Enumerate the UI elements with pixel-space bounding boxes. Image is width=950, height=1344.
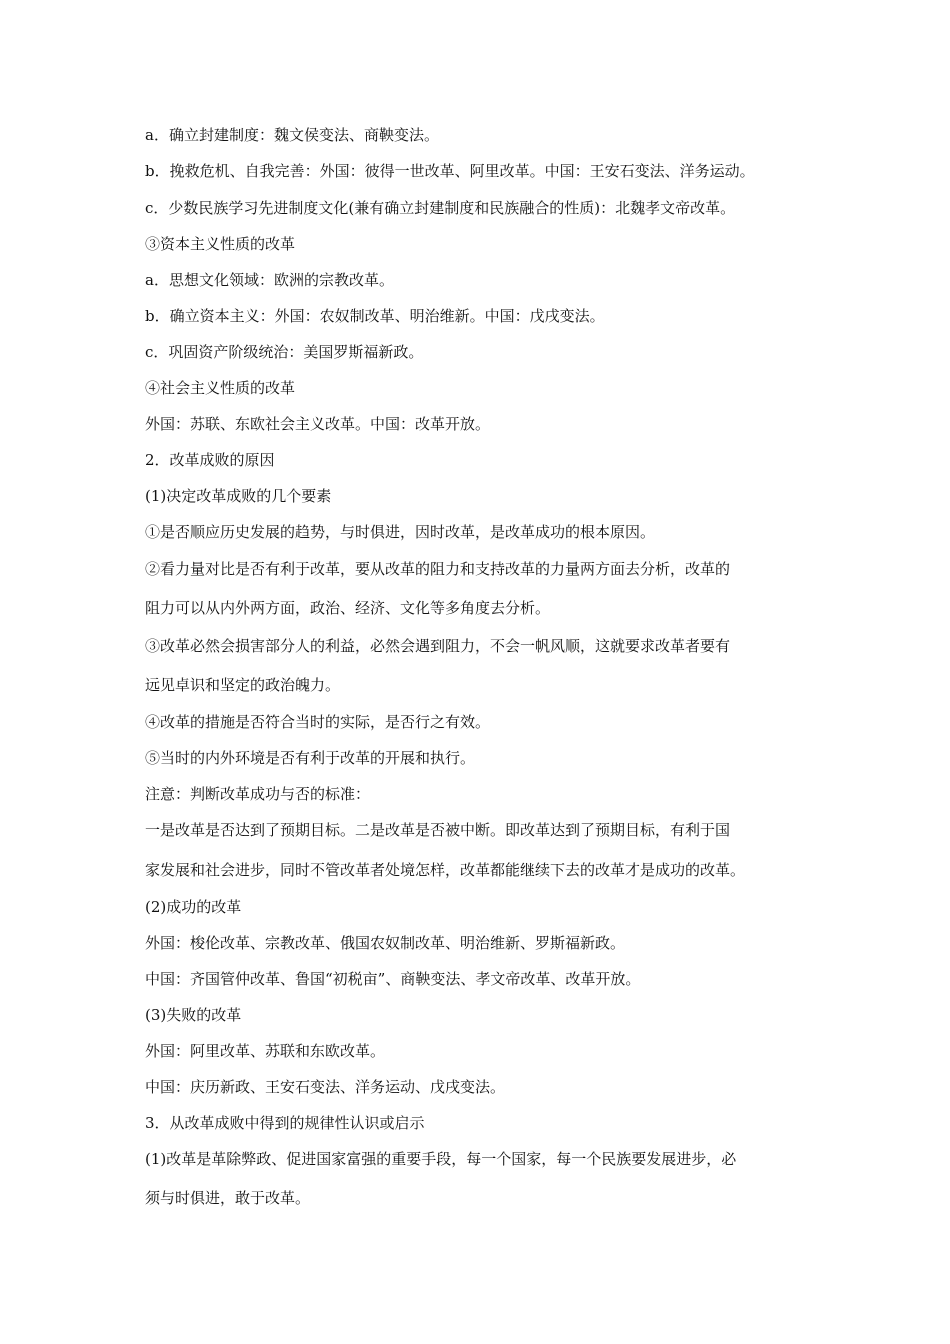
text-line: 中国：庆历新政、王安石变法、洋务运动、戊戌变法。 [145,1078,506,1096]
text-line: 中国：齐国管仲改革、鲁国“初税亩”、商鞅变法、孝文帝改革、改革开放。 [145,970,641,988]
text-line: (2)成功的改革 [145,898,242,916]
text-line: ③改革必然会损害部分人的利益，必然会遇到阻力，不会一帆风顺，这就要求改革者要有 [145,637,731,655]
text-line: 注意：判断改革成功与否的标准： [145,785,371,803]
text-line: ②看力量对比是否有利于改革，要从改革的阻力和支持改革的力量两方面去分析，改革的 [145,560,731,578]
text-line: 外国：梭伦改革、宗教改革、俄国农奴制改革、明治维新、罗斯福新政。 [145,934,626,952]
text-line: c．少数民族学习先进制度文化(兼有确立封建制度和民族融合的性质)：北魏孝文帝改革。 [145,199,736,217]
text-line: 家发展和社会进步，同时不管改革者处境怎样，改革都能继续下去的改革才是成功的改革。 [145,861,746,879]
text-line: 3．从改革成败中得到的规律性认识或启示 [145,1114,425,1132]
text-line: 阻力可以从内外两方面，政治、经济、文化等多角度去分析。 [145,599,551,617]
text-line: ①是否顺应历史发展的趋势，与时俱进，因时改革，是改革成功的根本原因。 [145,523,656,541]
text-line: 远见卓识和坚定的政治魄力。 [145,676,341,694]
text-line: a．确立封建制度：魏文侯变法、商鞅变法。 [145,126,439,144]
text-line: b．确立资本主义：外国：农奴制改革、明治维新。中国：戊戌变法。 [145,307,605,325]
text-line: ④改革的措施是否符合当时的实际，是否行之有效。 [145,713,491,731]
text-line: 一是改革是否达到了预期目标。二是改革是否被中断。即改革达到了预期目标，有利于国 [145,821,731,839]
text-line: ⑤当时的内外环境是否有利于改革的开展和执行。 [145,749,476,767]
text-line: 外国：阿里改革、苏联和东欧改革。 [145,1042,386,1060]
text-line: (1)改革是革除弊政、促进国家富强的重要手段，每一个国家，每一个民族要发展进步，必 [145,1150,737,1168]
text-line: 须与时俱进，敢于改革。 [145,1189,311,1207]
text-line: ④社会主义性质的改革 [145,379,296,397]
text-line: 外国：苏联、东欧社会主义改革。中国：改革开放。 [145,415,491,433]
text-line: 2．改革成败的原因 [145,451,275,469]
text-line: b．挽救危机、自我完善：外国：彼得一世改革、阿里改革。中国：王安石变法、洋务运动。 [145,162,755,180]
text-line: (3)失败的改革 [145,1006,242,1024]
text-line: a．思想文化领域：欧洲的宗教改革。 [145,271,394,289]
text-line: (1)决定改革成败的几个要素 [145,487,332,505]
text-line: c．巩固资产阶级统治：美国罗斯福新政。 [145,343,424,361]
text-line: ③资本主义性质的改革 [145,235,296,253]
